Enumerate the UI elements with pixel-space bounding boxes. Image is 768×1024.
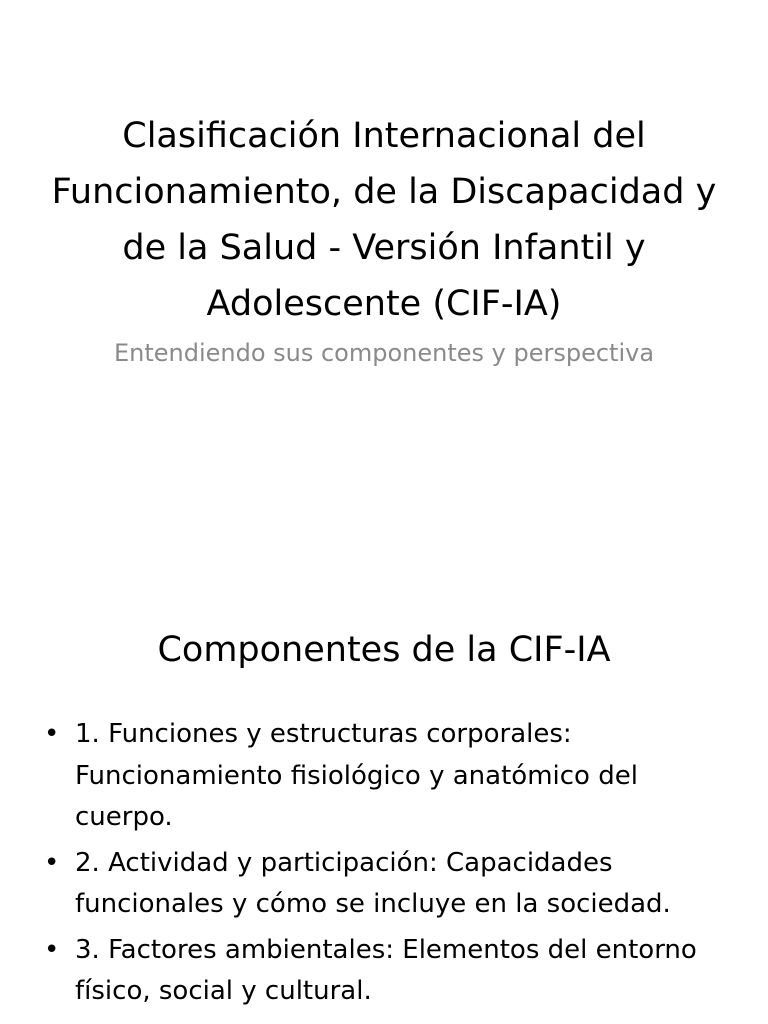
bullet-item-body-functions — [40, 714, 730, 839]
bullet-item-environmental-factors — [40, 930, 730, 1013]
bullet-icon: • — [44, 934, 60, 965]
bullet-text: 1. Funciones y estructuras corporales: Funcionamiento fisiológico y anatómico del cuerpo. — [75, 719, 638, 832]
bullet-text: 2. Actividad y participación: Capacidades funcionales y cómo se incluye en la sociedad. — [75, 847, 671, 919]
components-slide — [0, 560, 768, 1024]
bullet-item-activity-participation — [40, 843, 730, 926]
presentation-title: Clasificación Internacional del Funcionamiento, de la Discapacidad y de la Salud - Versión Infantil y Adolescente (CIF-IA) — [51, 116, 717, 324]
bullet-icon: • — [44, 719, 60, 749]
presentation-subtitle: Entendiendo sus componentes y perspectiva — [113, 339, 655, 367]
bullet-icon: • — [44, 847, 60, 878]
bullet-list — [40, 714, 730, 1017]
slide-title: Componentes de la CIF-IA — [157, 630, 611, 670]
bullet-text: 3. Factores ambientales: Elementos del entorno físico, social y cultural. — [75, 934, 697, 1006]
